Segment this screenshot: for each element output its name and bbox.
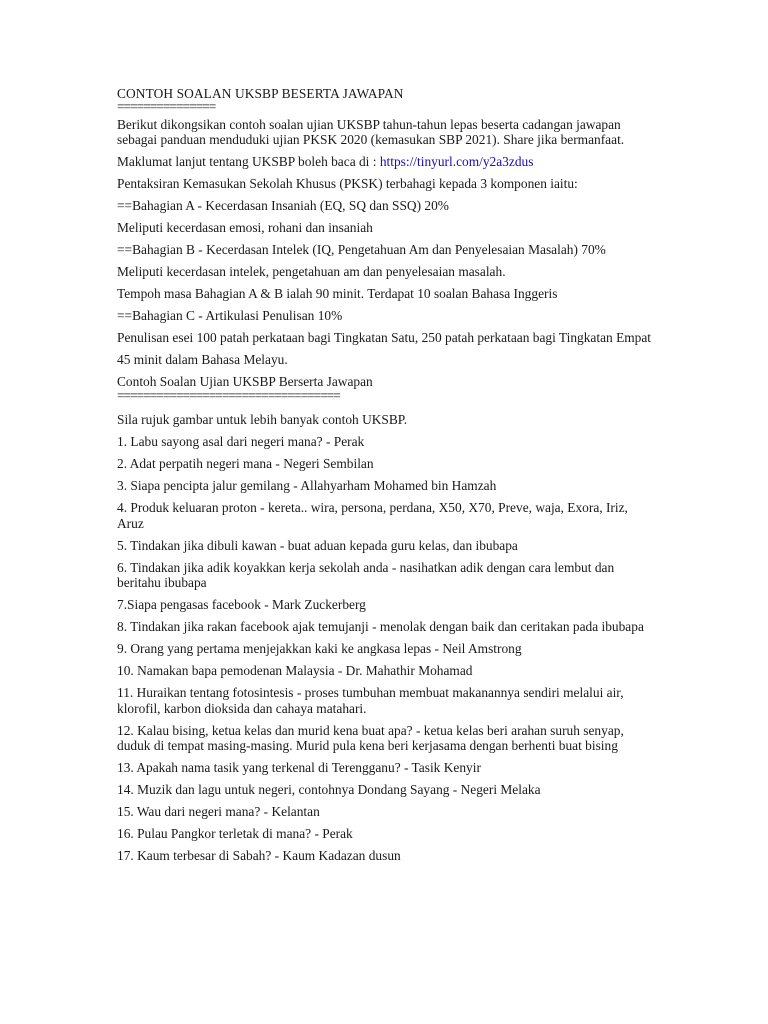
section-c-time: 45 minit dalam Bahasa Melayu. [117,352,288,367]
list-item: 13. Apakah nama tasik yang terkenal di Terengganu? - Tasik Kenyir [117,760,481,775]
list-item: 16. Pulau Pangkor terletak di mana? - Perak [117,826,353,841]
document-page [117,86,657,870]
section-c-description: Penulisan esei 100 patah perkataan bagi Tingkatan Satu, 250 patah perkataan bagi Tingkatan Empat [117,330,652,345]
question-list [117,434,657,864]
more-info-text: Maklumat lanjut tentang UKSBP boleh baca di : [117,154,380,169]
list-item: 10. Namakan bapa pemodenan Malaysia - Dr. Mahathir Mohamad [117,663,473,678]
section-b-heading: ==Bahagian B - Kecerdasan Intelek (IQ, Pengetahuan Am dan Penyelesaian Masalah) 70% [117,242,606,257]
list-item: 6. Tindakan jika adik koyakkan kerja sekolah anda - nasihatkan adik dengan cara lembut dan beritahu ibubapa [117,559,615,590]
list-item: 14. Muzik dan lagu untuk negeri, contohnya Dondang Sayang - Negeri Melaka [117,782,541,797]
list-item: 1. Labu sayong asal dari negeri mana? - Perak [117,434,365,449]
list-item: 11. Huraikan tentang fotosintesis - proses tumbuhan membuat makanannya sendiri melalui air, klorofil, karbon dioksida dan cahaya matahari. [117,685,624,716]
list-item: 12. Kalau bising, ketua kelas dan murid kena buat apa? - ketua kelas beri arahan suruh senyap, duduk di tempat masing-masing. Murid pula kena beri kerjasama dengan berhenti buat bising [117,722,624,753]
list-item: 5. Tindakan jika dibuli kawan - buat aduan kepada guru kelas, dan ibubapa [117,537,518,553]
section-a-description: Meliputi kecerdasan emosi, rohani dan insaniah [117,220,373,235]
intro-paragraph: Berikut dikongsikan contoh soalan ujian UKSBP tahun-tahun lepas beserta cadangan jawapan sebagai panduan menduduki ujian PKSK 2020 (kemasukan SBP 2021). Share jika bermanfaat. [117,116,625,147]
list-item: 9. Orang yang pertama menjejakkan kaki ke angkasa lepas - Neil Amstrong [117,641,522,656]
list-item: 2. Adat perpatih negeri mana - Negeri Sembilan [117,456,374,471]
list-item: 4. Produk keluaran proton - kereta.. wira, persona, perdana, X50, X70, Preve, waja, Exora, Iriz, Aruz [117,500,628,531]
section-a-heading: ==Bahagian A - Kecerdasan Insaniah (EQ, SQ dan SSQ) 20% [117,198,449,213]
pksk-intro: Pentaksiran Kemasukan Sekolah Khusus (PKSK) terbahagi kepada 3 komponen iaitu: [117,176,578,191]
list-item: 17. Kaum terbesar di Sabah? - Kaum Kadazan dusun [117,848,401,863]
more-info-paragraph [117,154,657,170]
section-c-heading: ==Bahagian C - Artikulasi Penulisan 10% [117,308,343,323]
examples-heading: Contoh Soalan Ujian UKSBP Berserta Jawapan [117,374,373,389]
title-underline: =============== [117,101,216,113]
more-info-link[interactable]: https://tinyurl.com/y2a3zdus [379,154,534,169]
duration-note: Tempoh masa Bahagian A & B ialah 90 minit. Terdapat 10 soalan Bahasa Inggeris [117,286,558,301]
list-item: 7.Siapa pengasas facebook - Mark Zuckerberg [117,597,366,612]
examples-underline: ================================== [117,391,340,402]
list-item: 8. Tindakan jika rakan facebook ajak temujanji - menolak dengan baik dan ceritakan pada ibubapa [117,619,644,634]
refer-note: Sila rujuk gambar untuk lebih banyak contoh UKSBP. [117,412,408,427]
list-item: 15. Wau dari negeri mana? - Kelantan [117,804,320,819]
document-title: CONTOH SOALAN UKSBP BESERTA JAWAPAN [117,86,404,101]
section-b-description: Meliputi kecerdasan intelek, pengetahuan am dan penyelesaian masalah. [117,264,506,279]
list-item: 3. Siapa pencipta jalur gemilang - Allahyarham Mohamed bin Hamzah [117,478,497,493]
